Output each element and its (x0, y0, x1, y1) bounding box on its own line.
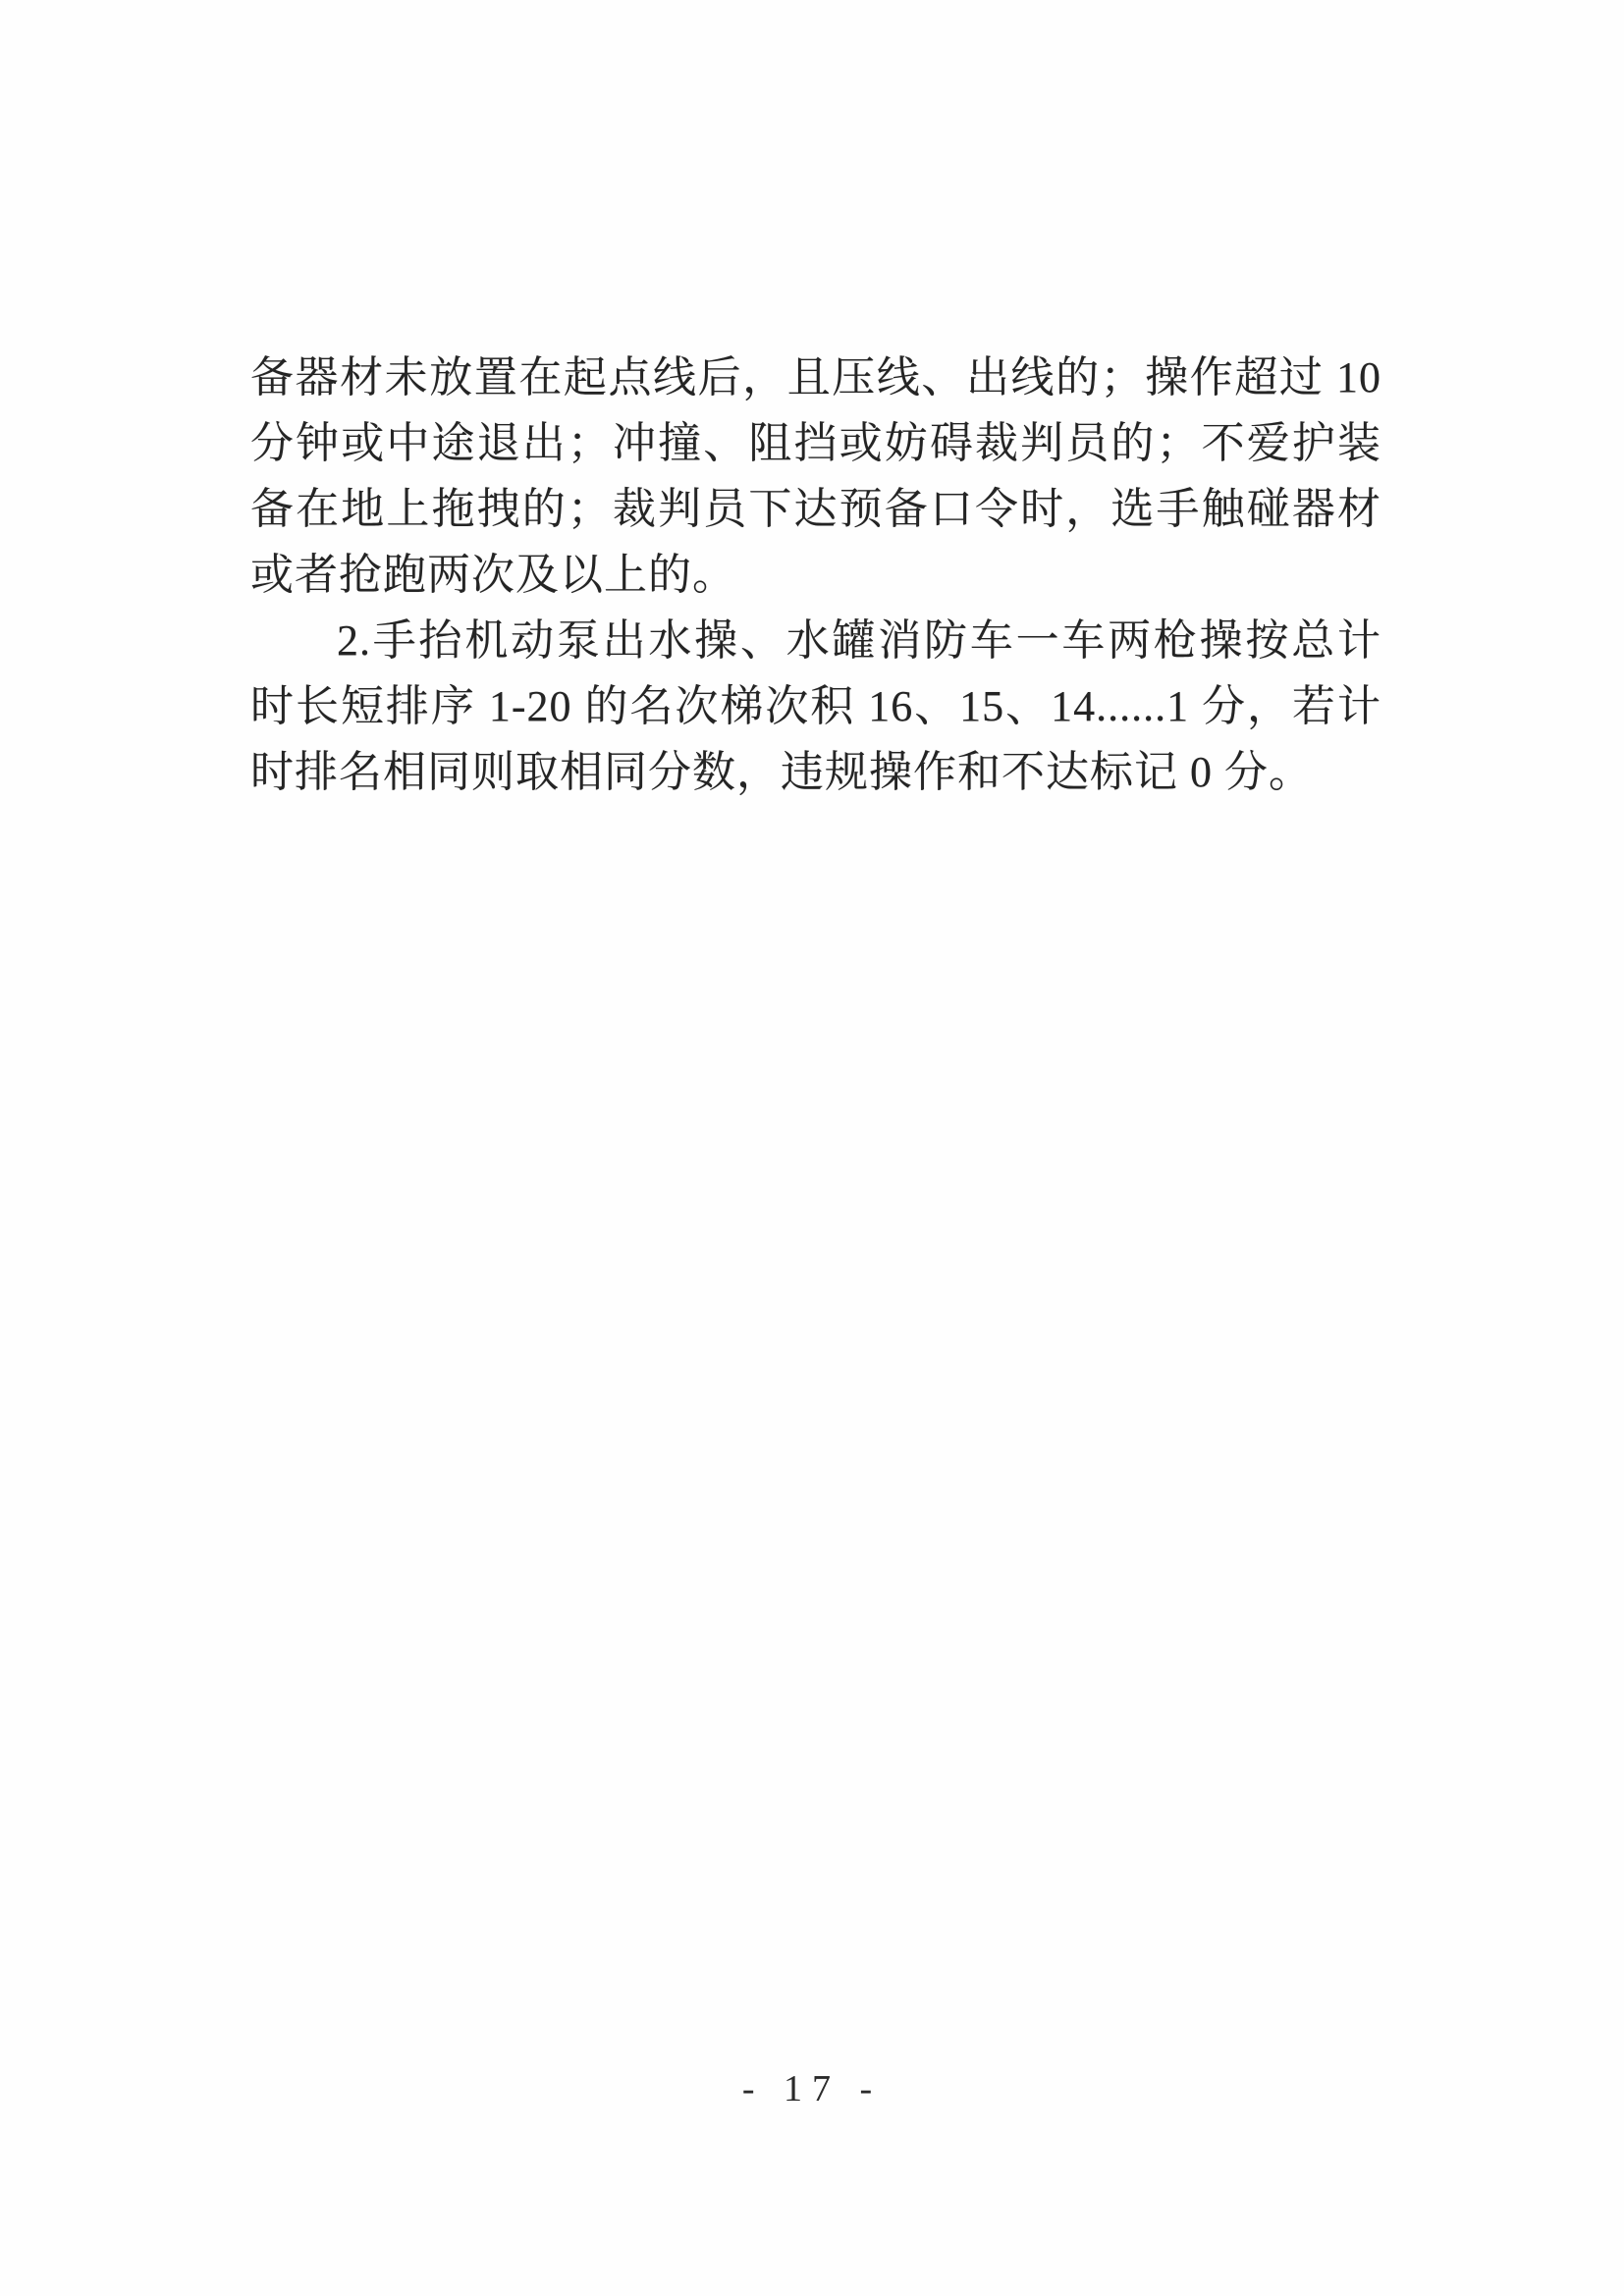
body-text-block (250, 345, 1381, 805)
paragraph-item-2: 2.手抬机动泵出水操、水罐消防车一车两枪操按总计时长短排序 1-20 的名次梯次积 16、15、14......1 分，若计时排名相同则取相同分数，违规操作和不达标记 0 分。 (250, 616, 1381, 796)
paragraph-continuation: 备器材未放置在起点线后，且压线、出线的；操作超过 10 分钟或中途退出；冲撞、阻挡或妨碍裁判员的；不爱护装备在地上拖拽的；裁判员下达预备口令时，选手触碰器材或者抢跑两次及以上的。 (250, 353, 1381, 599)
page-number: - 17 - (741, 2068, 883, 2109)
